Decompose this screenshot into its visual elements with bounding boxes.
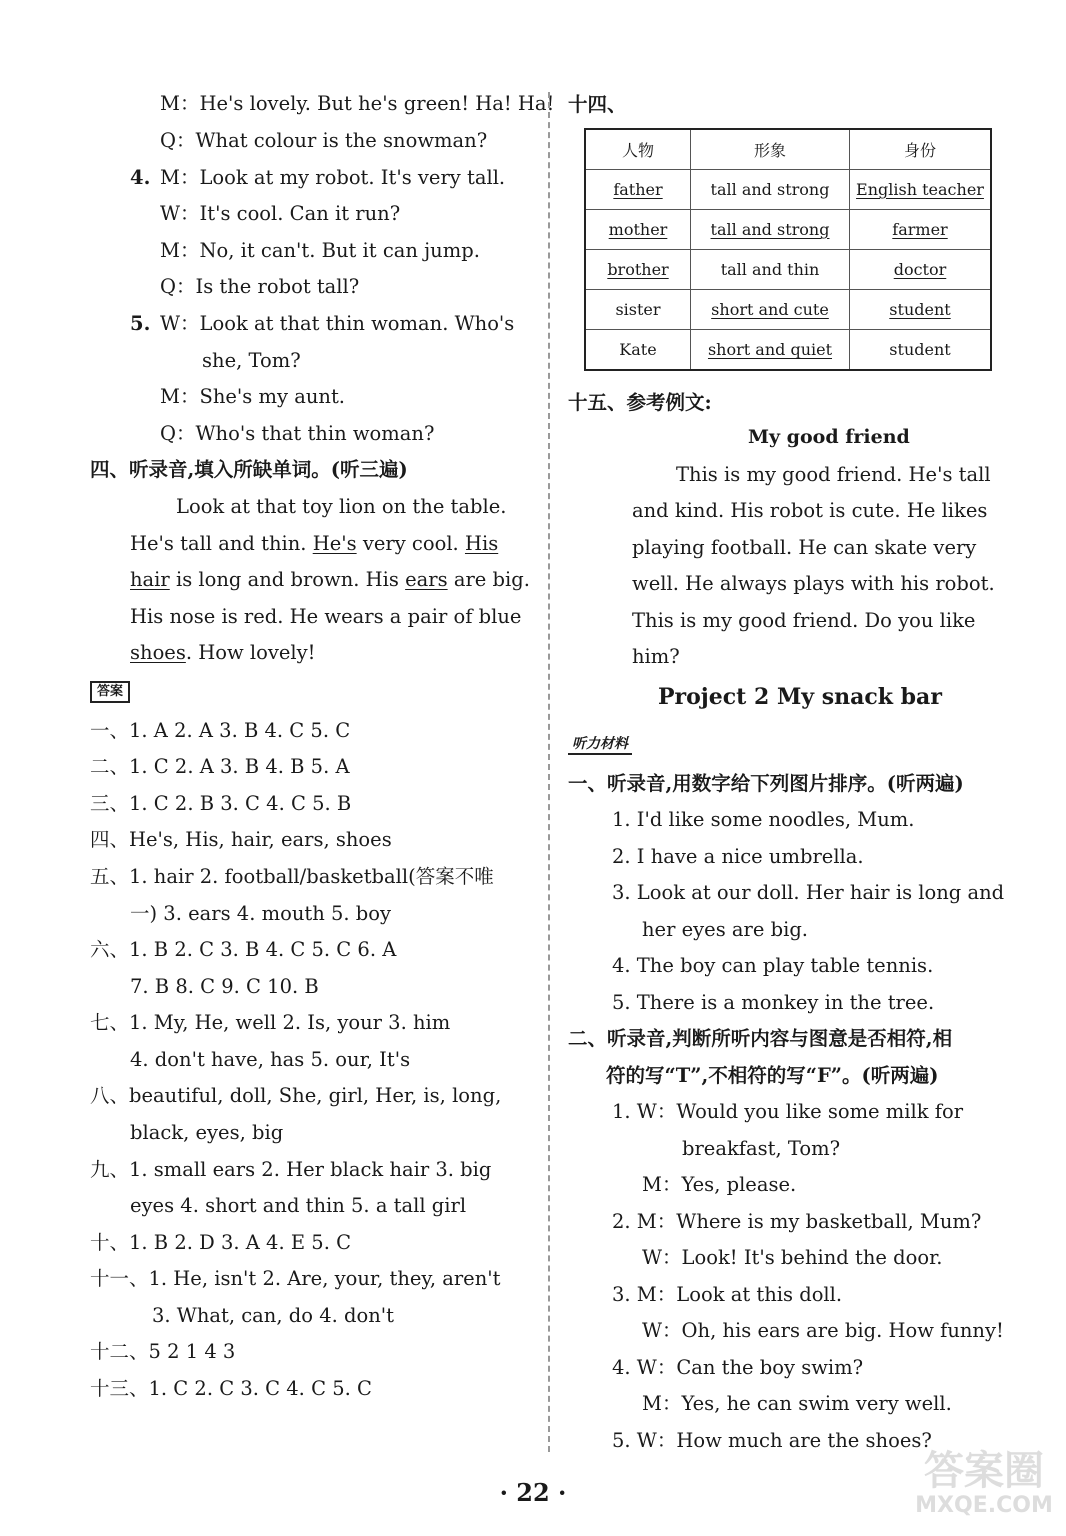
table-header: 形象 — [691, 129, 850, 170]
s1-item3b: her eyes are big. — [642, 918, 809, 941]
blank-answer: He's — [312, 532, 357, 555]
answer-6a: 六、1. B 2. C 3. B 4. C 5. C 6. A — [90, 938, 397, 961]
answer-9b: eyes 4. short and thin 5. a tall girl — [130, 1194, 467, 1217]
q3-m: 3. M：Look at this doll. — [612, 1283, 843, 1306]
table-cell: brother — [585, 250, 691, 290]
q5-w: 5. W：How much are the shoes? — [612, 1429, 932, 1452]
table-cell: tall and strong — [691, 170, 850, 210]
dialog4-number: 4. — [130, 166, 151, 189]
q2-m: 2. M：Where is my basketball, Mum? — [612, 1210, 982, 1233]
section4-heading: 四、听录音,填入所缺单词。(听三遍) — [90, 458, 408, 481]
table-cell: student — [850, 330, 992, 371]
s2-heading-a: 二、听录音,判断所听内容与图意是否相符,相 — [568, 1027, 953, 1050]
blank-answer: shoes — [130, 641, 186, 664]
table-cell: father — [585, 170, 691, 210]
passage-line2: He's tall and thin. He's very cool. His — [130, 532, 499, 555]
table-header-row — [585, 129, 991, 170]
listening-material-tag: 听力材料 — [568, 733, 632, 755]
dialog4-m2: M：No, it can't. But it can jump. — [160, 239, 480, 262]
passage-line4: His nose is red. He wears a pair of blue — [130, 605, 522, 628]
answer-5b: 一) 3. ears 4. mouth 5. boy — [130, 902, 392, 925]
column-divider — [548, 92, 550, 1452]
dialog3-q: Q：What colour is the snowman? — [160, 129, 488, 152]
table-row — [585, 290, 991, 330]
watermark-logo — [914, 1448, 1054, 1530]
answer-3: 三、1. C 2. B 3. C 4. C 5. B — [90, 792, 352, 815]
q1-w1: 1. W：Would you like some milk for — [612, 1100, 964, 1123]
table-header: 身份 — [850, 129, 992, 170]
project-title: Project 2 My snack bar — [658, 684, 942, 710]
s1-item2: 2. I have a nice umbrella. — [612, 845, 864, 868]
passage-line1: Look at that toy lion on the table. — [176, 495, 507, 518]
dialog5-number: 5. — [130, 312, 151, 335]
blank-answer: hair — [130, 568, 170, 591]
watermark-text: 答案圈 — [924, 1448, 1044, 1494]
answer-11b: 3. What, can, do 4. don't — [152, 1304, 394, 1327]
table-header: 人物 — [585, 129, 691, 170]
table-cell: tall and thin — [691, 250, 850, 290]
answer-9a: 九、1. small ears 2. Her black hair 3. big — [90, 1158, 492, 1181]
table-cell: farmer — [850, 210, 992, 250]
essay-line4: well. He always plays with his robot. — [632, 572, 995, 595]
answer-5a: 五、1. hair 2. football/basketball(答案不唯 — [90, 865, 494, 888]
page-number: · 22 · — [499, 1478, 567, 1507]
q4-w: 4. W：Can the boy swim? — [612, 1356, 864, 1379]
passage-line5: shoes. How lovely! — [130, 641, 316, 664]
blank-answer: ears — [405, 568, 448, 591]
answer-11a: 十一、1. He, isn't 2. Are, your, they, aren't — [90, 1267, 501, 1290]
s1-item5: 5. There is a monkey in the tree. — [612, 991, 935, 1014]
q4-m: M：Yes, he can swim very well. — [642, 1392, 952, 1415]
essay-title: My good friend — [748, 426, 910, 448]
dialog4-m1: M：Look at my robot. It's very tall. — [160, 166, 506, 189]
q1-m: M：Yes, please. — [642, 1173, 797, 1196]
answer-6b: 7. B 8. C 9. C 10. B — [130, 975, 319, 998]
table-cell: sister — [585, 290, 691, 330]
dialog3-m: M：He's lovely. But he's green! Ha! Ha! — [160, 92, 555, 115]
q2-w: W：Look! It's behind the door. — [642, 1246, 943, 1269]
table-cell: tall and strong — [691, 210, 850, 250]
answer-10: 十、1. B 2. D 3. A 4. E 5. C — [90, 1231, 352, 1254]
blank-answer: His — [464, 532, 499, 555]
essay-line1: This is my good friend. He's tall — [676, 463, 991, 486]
table-row — [585, 250, 991, 290]
dialog5-m: M：She's my aunt. — [160, 385, 345, 408]
table-cell: mother — [585, 210, 691, 250]
answer-8b: black, eyes, big — [130, 1121, 284, 1144]
table-cell: English teacher — [850, 170, 992, 210]
essay-line2: and kind. His robot is cute. He likes — [632, 499, 988, 522]
table-cell: Kate — [585, 330, 691, 371]
answer-badge: 答案 — [90, 681, 130, 703]
answer-1: 一、1. A 2. A 3. B 4. C 5. C — [90, 719, 351, 742]
dialog4-w: W：It's cool. Can it run? — [160, 202, 401, 225]
dialog5-q: Q：Who's that thin woman? — [160, 422, 435, 445]
s1-item3a: 3. Look at our doll. Her hair is long and — [612, 881, 1005, 904]
essay-line5: This is my good friend. Do you like — [632, 609, 976, 632]
essay-line3: playing football. He can skate very — [632, 536, 977, 559]
answer-4: 四、He's, His, hair, ears, shoes — [90, 828, 392, 851]
section14-heading: 十四、 — [568, 93, 627, 116]
q3-w: W：Oh, his ears are big. How funny! — [642, 1319, 1004, 1342]
s1-heading: 一、听录音,用数字给下列图片排序。(听两遍) — [568, 772, 964, 795]
table-row — [585, 330, 991, 371]
table-cell: doctor — [850, 250, 992, 290]
table-cell: student — [850, 290, 992, 330]
answer-7a: 七、1. My, He, well 2. Is, your 3. him — [90, 1011, 451, 1034]
table-row — [585, 210, 991, 250]
dialog4-q: Q：Is the robot tall? — [160, 275, 360, 298]
s1-item1: 1. I'd like some noodles, Mum. — [612, 808, 915, 831]
passage-line3: hair is long and brown. His ears are big. — [130, 568, 530, 591]
q1-w2: breakfast, Tom? — [682, 1137, 841, 1160]
character-table — [584, 128, 992, 371]
answer-8a: 八、beautiful, doll, She, girl, Her, is, long, — [90, 1084, 502, 1107]
table-cell: short and quiet — [691, 330, 850, 371]
table-cell: short and cute — [691, 290, 850, 330]
dialog5-w2: she, Tom? — [202, 349, 301, 372]
answer-12: 十二、5 2 1 4 3 — [90, 1340, 236, 1363]
section15-heading: 十五、参考例文: — [568, 391, 712, 414]
essay-line6: him? — [632, 645, 680, 668]
watermark-url: MXQE.COM — [915, 1493, 1053, 1518]
table-row — [585, 170, 991, 210]
answer-2: 二、1. C 2. A 3. B 4. B 5. A — [90, 755, 350, 778]
s2-heading-b: 符的写“T”,不相符的写“F”。(听两遍) — [606, 1064, 939, 1087]
answer-7b: 4. don't have, has 5. our, It's — [130, 1048, 411, 1071]
dialog5-w1: W：Look at that thin woman. Who's — [160, 312, 515, 335]
s1-item4: 4. The boy can play table tennis. — [612, 954, 934, 977]
answer-13: 十三、1. C 2. C 3. C 4. C 5. C — [90, 1377, 372, 1400]
